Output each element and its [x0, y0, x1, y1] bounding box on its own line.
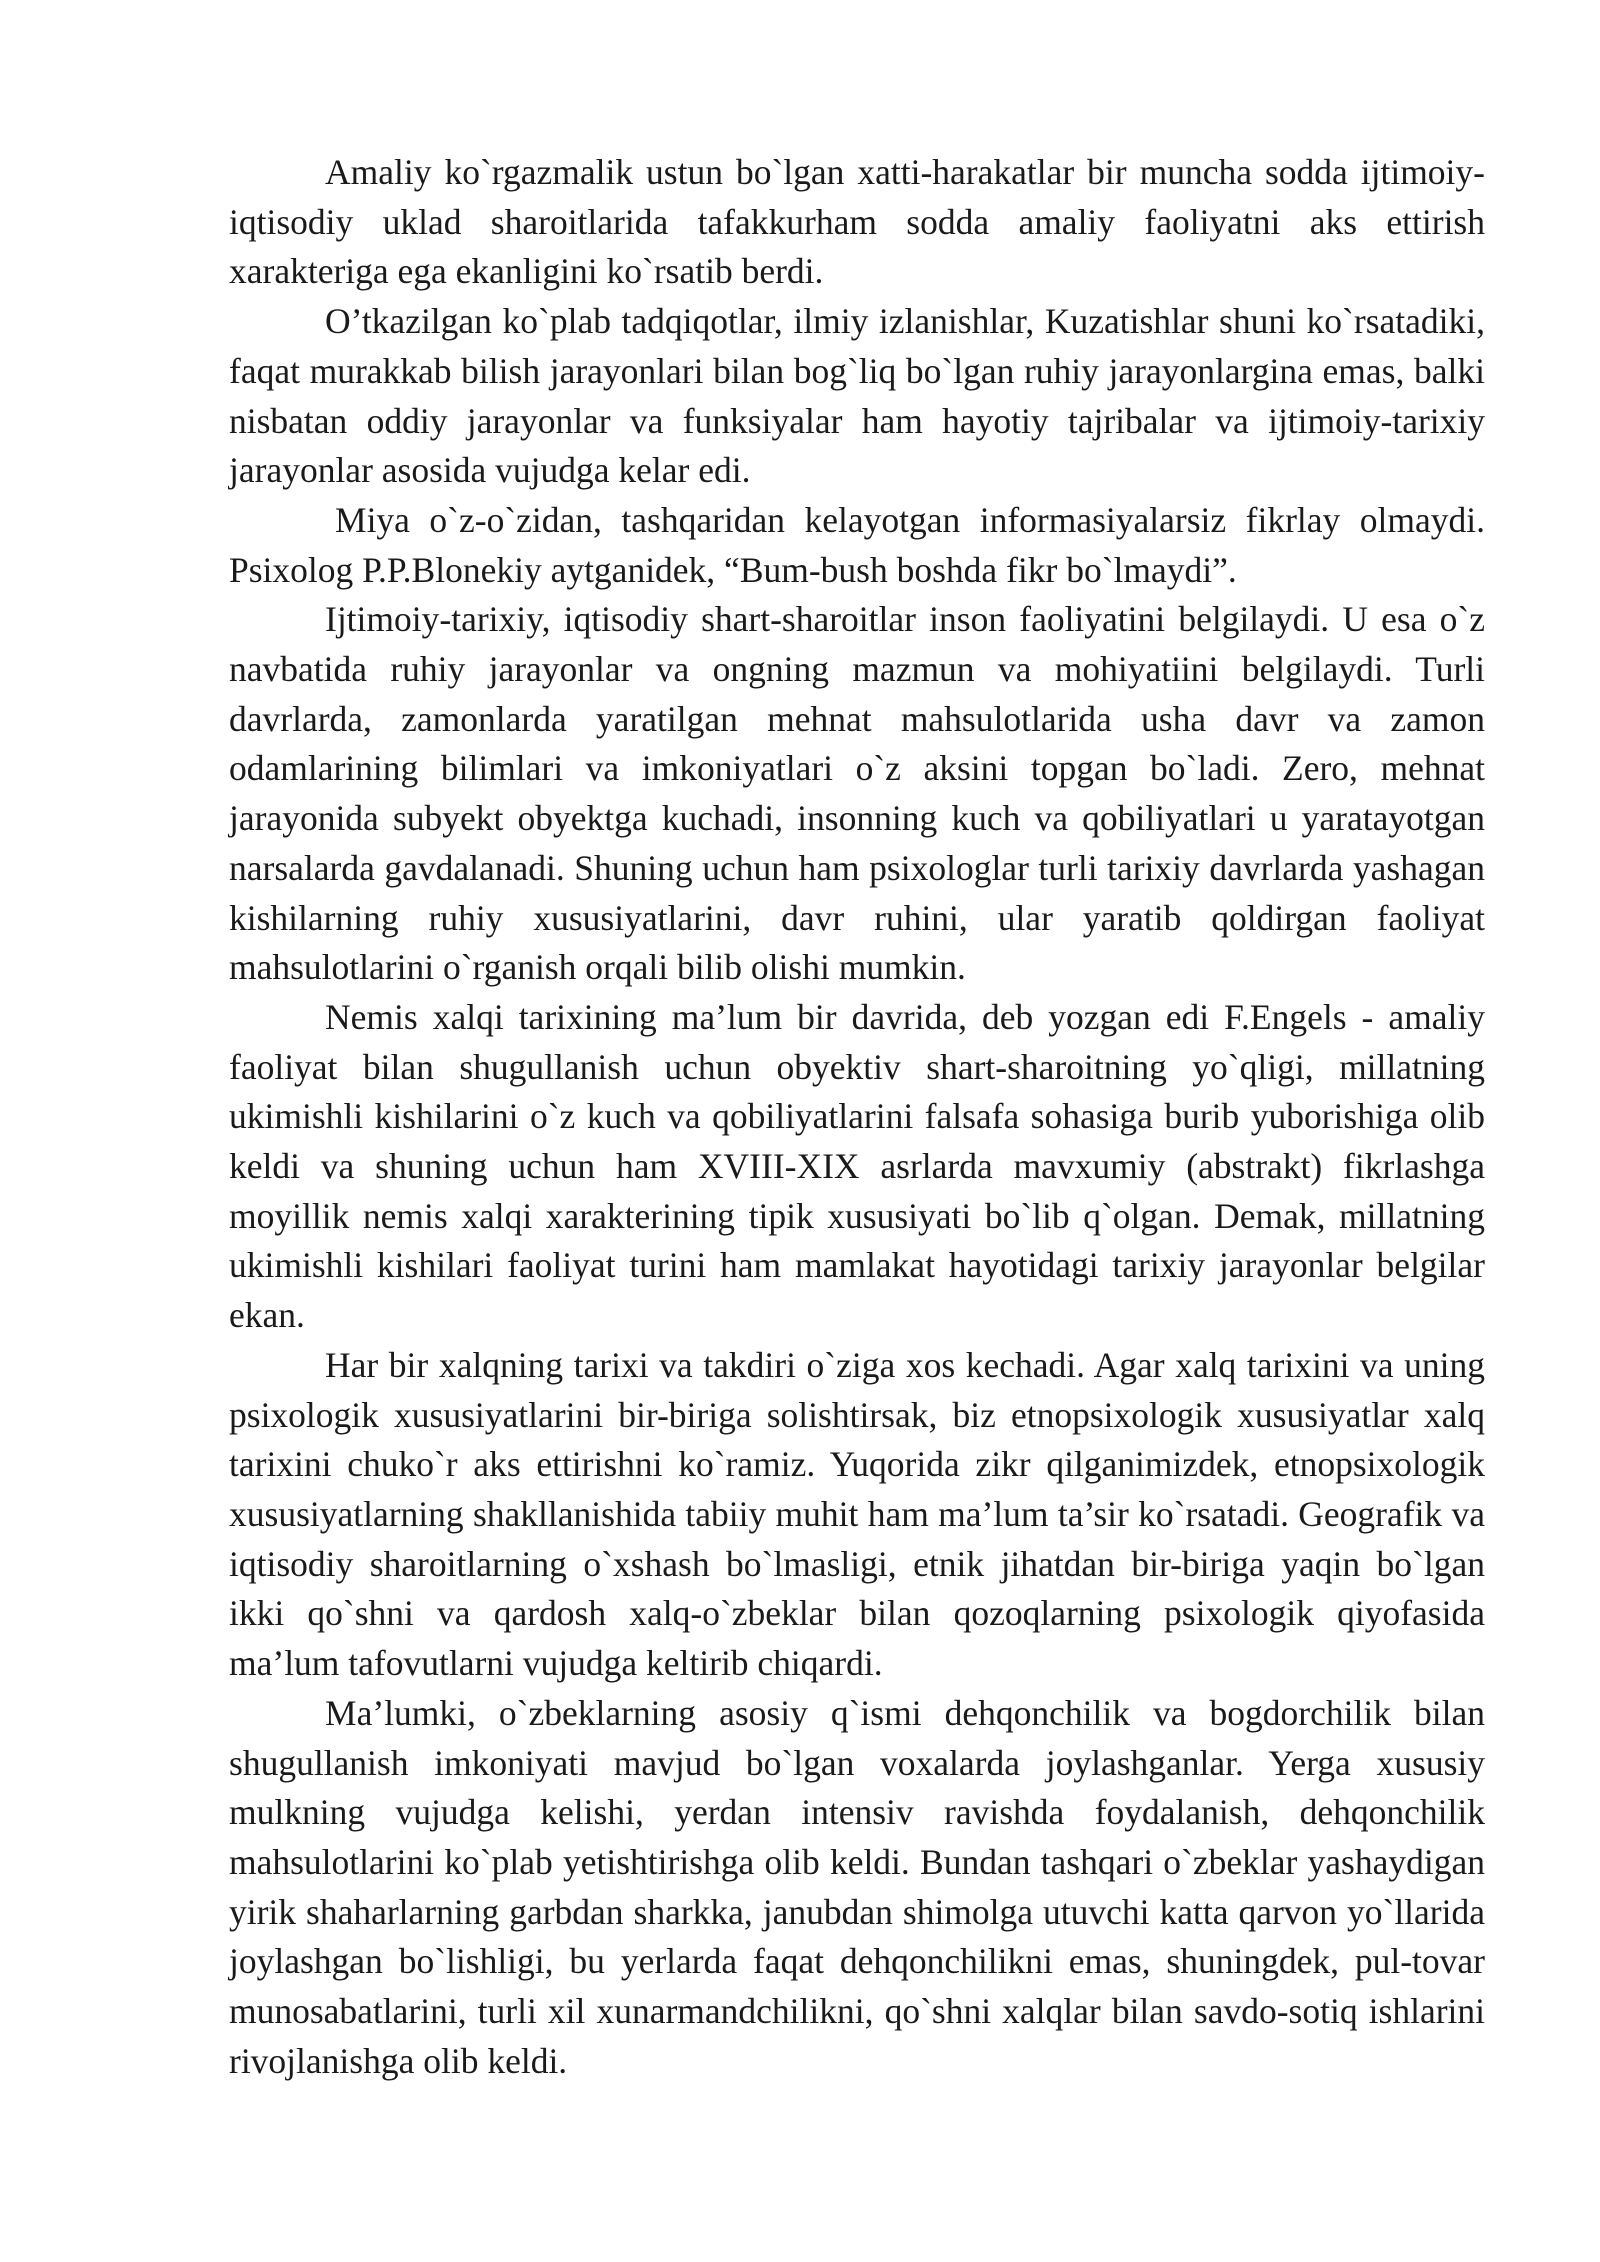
paragraph-1: Amaliy ko`rgazmalik ustun bo`lgan xatti-harakatlar bir muncha sodda ijtimoiy-iqtisodiy uklad sharoitlarida tafakkurham sodda amaliy faoliyatni aks ettirish xarakteriga ega ekanligini ko`rsatib berdi.: [229, 152, 1485, 292]
paragraph-5: Nemis xalqi tarixining ma’lum bir davrida, deb yozgan edi F.Engels - amaliy faoliyat bilan shugullanish uchun obyektiv shart-sharoitning yo`qligi, millatning ukimishli kishilarini o`z kuch va qobiliyatlarini falsafa sohasiga burib yuborishiga olib keldi va shuning uchun ham XVIII-XIX asrlarda mavxumiy (abstrakt) fikrlashga moyillik nemis xalqi xarakterining tipik xususiyati bo`lib q`olgan. Demak, millatning ukimishli kishilari faoliyat turini ham mamlakat hayotidagi tarixiy jarayonlar belgilar ekan.: [229, 996, 1485, 1336]
paragraph-4: Ijtimoiy-tarixiy, iqtisodiy shart-sharoitlar inson faoliyatini belgilaydi. U esa o`z navbatida ruhiy jarayonlar va ongning mazmun va mohiyatiini belgilaydi. Turli davrlarda, zamonlarda yaratilgan mehnat mahsulotlarida usha davr va zamon odamlarining bilimlari va imkoniyatlari o`z aksini topgan bo`ladi. Zero, mehnat jarayonida subyekt obyektga kuchadi, insonning kuch va qobiliyatlari u yaratayotgan narsalarda gavdalanadi. Shuning uchun ham psixologlar turli tarixiy davrlarda yashagan kishilarning ruhiy xususiyatlarini, davr ruhini, ular yaratib qoldirgan faoliyat mahsulotlarini o`rganish orqali bilib olishi mumkin.: [229, 599, 1485, 988]
paragraph-7: Ma’lumki, o`zbeklarning asosiy q`ismi dehqonchilik va bogdorchilik bilan shugullanish imkoniyati mavjud bo`lgan voxalarda joylashganlar. Yerga xususiy mulkning vujudga kelishi, yerdan intensiv ravishda foydalanish, dehqonchilik mahsulotlarini ko`plab yetishtirishga olib keldi. Bundan tashqari o`zbeklar yashaydigan yirik shaharlarning garbdan sharkka, janubdan shimolga utuvchi katta qarvon yo`llarida joylashgan bo`lishligi, bu yerlarda faqat dehqonchilikni emas, shuningdek, pul-tovar munosabatlarini, turli xil xunarmandchilikni, qo`shni xalqlar bilan savdo-sotiq ishlarini rivojlanishga olib keldi.: [229, 1692, 1485, 2081]
document-page: [229, 148, 1485, 2086]
paragraph-3: Miya o`z-o`zidan, tashqaridan kelayotgan informasiyalarsiz fikrlay olmaydi. Psixolog P.P.Blonekiy aytganidek, “Bum-bush boshda fikr bo`lmaydi”.: [229, 499, 1485, 590]
paragraph-2: O’tkazilgan ko`plab tadqiqotlar, ilmiy izlanishlar, Kuzatishlar shuni ko`rsatadiki, faqat murakkab bilish jarayonlari bilan bog`liq bo`lgan ruhiy jarayonlargina emas, balki nisbatan oddiy jarayonlar va funksiyalar ham hayotiy tajribalar va ijtimoiy-tarixiy jarayonlar asosida vujudga kelar edi.: [229, 301, 1485, 491]
paragraph-6: Har bir xalqning tarixi va takdiri o`ziga xos kechadi. Agar xalq tarixini va uning psixologik xususiyatlarini bir-biriga solishtirsak, biz etnopsixologik xususiyatlar xalq tarixini chuko`r aks ettirishni ko`ramiz. Yuqorida zikr qilganimizdek, etnopsixologik xususiyatlarning shakllanishida tabiiy muhit ham ma’lum ta’sir ko`rsatadi. Geografik va iqtisodiy sharoitlarning o`xshash bo`lmasligi, etnik jihatdan bir-biriga yaqin bo`lgan ikki qo`shni va qardosh xalq-o`zbeklar bilan qozoqlarning psixologik qiyofasida ma’lum tafovutlarni vujudga keltirib chiqardi.: [229, 1344, 1485, 1684]
